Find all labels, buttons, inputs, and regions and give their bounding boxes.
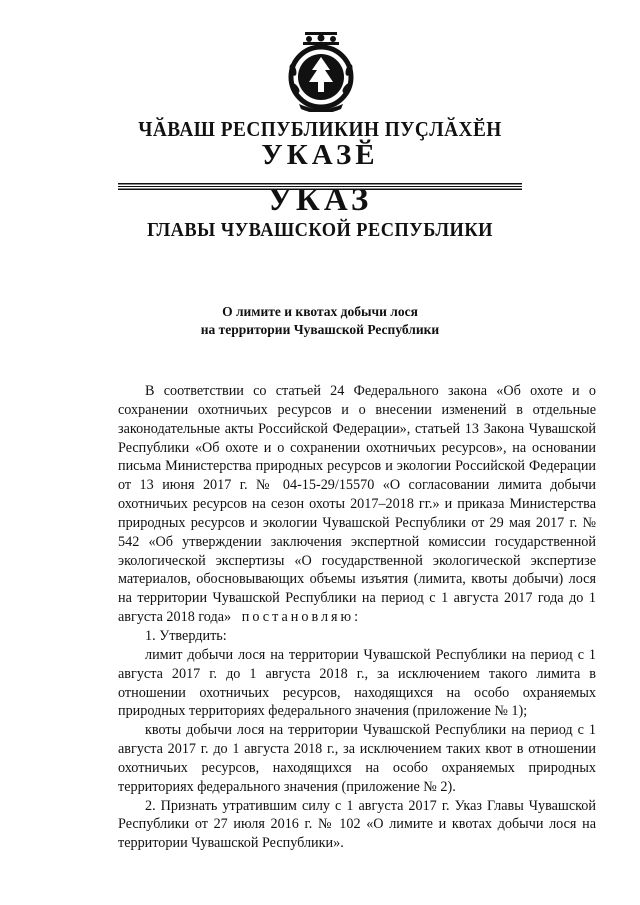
ukaz-title: УКАЗ xyxy=(267,182,373,218)
item-2: 2. Признать утратившим силу с 1 августа 2017 г. Указ Главы Чувашской Республики от 27 июля 2016 г. № 102 «О лимите и квотах добычи лося на территории Чувашской Республики». xyxy=(118,797,596,852)
postanovlyayu-text: постановляю: xyxy=(241,609,362,626)
item-1: 1. Утвердить: xyxy=(145,627,227,644)
preamble-paragraph xyxy=(118,382,596,627)
chuvash-republic-emblem-icon xyxy=(285,30,357,112)
preamble-text: В соответствии со статьей 24 Федерального закона «Об охоте и о сохранении охотничьих ресурсов и о внесении изменений в отдельные законодательные акты Российской Федерации», статьей 13 Закона Чувашской Республики «Об охоте и о сохранении охотничьих ресурсов», на основании письма Министерства природных ресурсов и экологии Российской Федерации от 13 июня 2017 г. № 04-15-29/15570 «О согласовании лимита добычи охотничьих ресурсов на сезон охоты 2017–2018 гг.» и приказа Министерства природных ресурсов и экологии Чувашской Республики от 29 мая 2017 г. № 542 «Об утверждении заключения экспертной комиссии государственной экологической экспертизы «О государственной экологической экспертизе материалов, обосновывающих объемы изъятия (лимита, квоты добычи) лося на территории Чувашской Республики на период с 1 августа 2017 года до 1 августа 2018 года» xyxy=(118,383,596,626)
chuvash-ukaz-title: УКАЗӖ xyxy=(261,139,379,171)
item-1-limit: лимит добычи лося на территории Чувашской Республики на период с 1 августа 2017 г. до 1 августа 2018 г., за исключением такого лимита в отношении охотничьих ресурсов, находящихся на особо охраняемых природных территориях федерального значения (приложение № 1); xyxy=(118,646,596,720)
chuvash-head-title: ЧӐВАШ РЕСПУБЛИКИН ПУҪЛӐХӖН xyxy=(138,117,502,141)
document-body xyxy=(118,382,596,853)
item-1-quota: квоты добычи лося на территории Чувашской Республики на период с 1 августа 2017 г. до 1 августа 2018 г., за исключением таких квот в отношении охотничьих ресурсов, находящихся на особо охраняемых природных территориях федерального значения (приложение № 2). xyxy=(118,722,596,795)
document-title xyxy=(0,303,640,339)
ukaz-subtitle: ГЛАВЫ ЧУВАШСКОЙ РЕСПУБЛИКИ xyxy=(147,219,493,241)
document-title-line-1: О лимите и квотах добычи лося xyxy=(222,304,418,319)
document-title-line-2: на территории Чувашской Республики xyxy=(200,322,440,337)
